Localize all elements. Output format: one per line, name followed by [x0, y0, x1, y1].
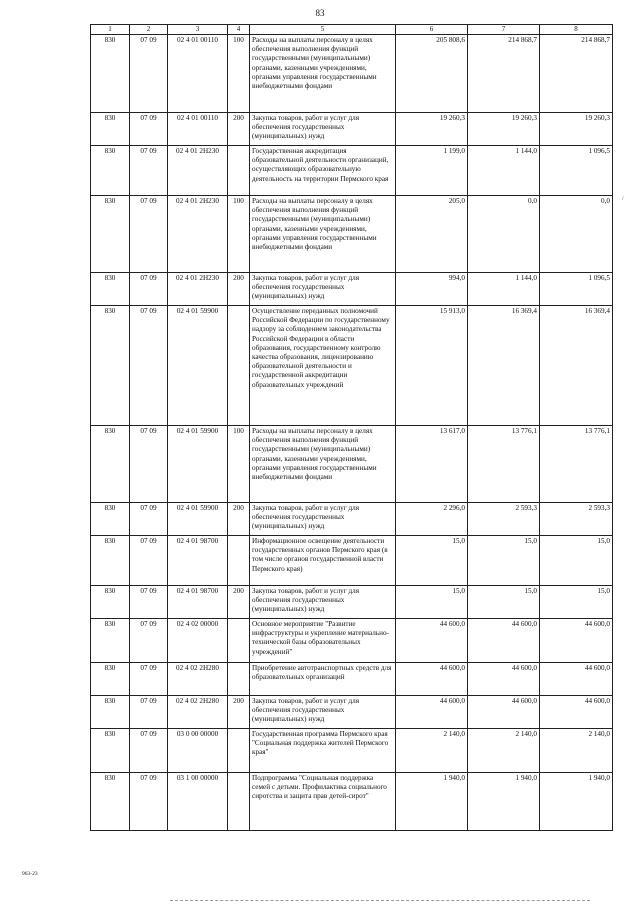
bottom-edge-line — [170, 900, 590, 901]
row-target-article: 02 4 01 2Н230 — [168, 272, 228, 305]
table-row — [91, 145, 613, 195]
column-number-row — [91, 25, 613, 35]
row-section: 07 09 — [130, 502, 168, 535]
table-row — [91, 585, 613, 618]
row-expense-type — [228, 728, 250, 772]
row-amount-year1: 15,0 — [396, 535, 468, 585]
row-amount-year2: 15,0 — [468, 535, 540, 585]
header-col-8: 8 — [540, 25, 613, 35]
row-target-article: 02 4 01 2Н230 — [168, 145, 228, 195]
row-code: 830 — [91, 695, 130, 728]
table-row — [91, 728, 613, 772]
row-description: Закупка товаров, работ и услуг для обеспечения государственных (муниципальных) нужд — [250, 502, 396, 535]
row-amount-year2: 44 600,0 — [468, 695, 540, 728]
row-amount-year1: 205,0 — [396, 195, 468, 272]
row-code: 830 — [91, 34, 130, 112]
row-description: Основное мероприятие "Развитие инфраструктуры и укрепление материально-технической базы образовательных учреждений" — [250, 618, 396, 662]
row-target-article: 02 4 01 2Н230 — [168, 195, 228, 272]
row-section: 07 09 — [130, 272, 168, 305]
row-amount-year3: 19 260,3 — [540, 112, 613, 145]
row-amount-year3: 44 600,0 — [540, 618, 613, 662]
row-target-article: 02 4 01 59900 — [168, 305, 228, 425]
row-section: 07 09 — [130, 305, 168, 425]
row-target-article: 02 4 01 59900 — [168, 425, 228, 502]
row-code: 830 — [91, 425, 130, 502]
row-amount-year1: 1 940,0 — [396, 772, 468, 830]
row-amount-year2: 2 593,3 — [468, 502, 540, 535]
row-amount-year3: 2 593,3 — [540, 502, 613, 535]
row-section: 07 09 — [130, 425, 168, 502]
row-target-article: 02 4 01 98700 — [168, 535, 228, 585]
row-description: Государственная программа Пермского края "Социальная поддержка жителей Пермского края" — [250, 728, 396, 772]
row-code: 830 — [91, 502, 130, 535]
row-description: Закупка товаров, работ и услуг для обеспечения государственных (муниципальных) нужд — [250, 585, 396, 618]
row-description: Закупка товаров, работ и услуг для обеспечения государственных (муниципальных) нужд — [250, 112, 396, 145]
row-target-article: 02 4 01 98700 — [168, 585, 228, 618]
row-expense-type — [228, 772, 250, 830]
row-section: 07 09 — [130, 112, 168, 145]
row-expense-type — [228, 618, 250, 662]
row-amount-year1: 13 617,0 — [396, 425, 468, 502]
row-amount-year3: 16 369,4 — [540, 305, 613, 425]
table-row — [91, 112, 613, 145]
margin-mark: / — [622, 196, 624, 202]
row-amount-year2: 1 144,0 — [468, 272, 540, 305]
row-description: Закупка товаров, работ и услуг для обеспечения государственных (муниципальных) нужд — [250, 695, 396, 728]
row-amount-year2: 15,0 — [468, 585, 540, 618]
row-description: Государственная аккредитация образовательной деятельности организаций, осуществляющих образовательную деятельность на территории Пермского края — [250, 145, 396, 195]
row-amount-year1: 44 600,0 — [396, 618, 468, 662]
row-code: 830 — [91, 535, 130, 585]
row-code: 830 — [91, 195, 130, 272]
row-code: 830 — [91, 728, 130, 772]
row-amount-year1: 2 296,0 — [396, 502, 468, 535]
header-col-4: 4 — [228, 25, 250, 35]
row-amount-year3: 44 600,0 — [540, 695, 613, 728]
row-amount-year2: 0,0 — [468, 195, 540, 272]
row-target-article: 02 4 02 2Н280 — [168, 662, 228, 695]
row-section: 07 09 — [130, 618, 168, 662]
row-section: 07 09 — [130, 195, 168, 272]
table-row — [91, 425, 613, 502]
table-row — [91, 618, 613, 662]
row-amount-year2: 2 140,0 — [468, 728, 540, 772]
header-col-7: 7 — [468, 25, 540, 35]
header-col-1: 1 — [91, 25, 130, 35]
row-description: Приобретение автотранспортных средств для образовательных организаций — [250, 662, 396, 695]
row-description: Подпрограмма "Социальная поддержка семей с детьми. Профилактика социального сиротства и защита прав детей-сирот" — [250, 772, 396, 830]
row-target-article: 02 4 02 00000 — [168, 618, 228, 662]
row-amount-year3: 1 940,0 — [540, 772, 613, 830]
row-section: 07 09 — [130, 728, 168, 772]
row-section: 07 09 — [130, 662, 168, 695]
table-row — [91, 662, 613, 695]
row-amount-year1: 44 600,0 — [396, 662, 468, 695]
row-amount-year2: 44 600,0 — [468, 662, 540, 695]
row-section: 07 09 — [130, 535, 168, 585]
header-col-2: 2 — [130, 25, 168, 35]
row-expense-type — [228, 662, 250, 695]
row-expense-type: 100 — [228, 425, 250, 502]
row-amount-year2: 1 144,0 — [468, 145, 540, 195]
row-target-article: 02 4 02 2Н280 — [168, 695, 228, 728]
row-amount-year3: 2 140,0 — [540, 728, 613, 772]
row-section: 07 09 — [130, 585, 168, 618]
table-row — [91, 535, 613, 585]
row-expense-type: 200 — [228, 585, 250, 618]
row-description: Расходы на выплаты персоналу в целях обеспечения выполнения функций государственными (муниципальными) органами, казенными учреждениями, органами управления государственными внебюджетными фондами — [250, 425, 396, 502]
row-amount-year1: 1 199,0 — [396, 145, 468, 195]
row-expense-type: 200 — [228, 272, 250, 305]
row-code: 830 — [91, 618, 130, 662]
row-section: 07 09 — [130, 145, 168, 195]
budget-table — [90, 24, 613, 831]
footer-code: 963-23 — [22, 871, 38, 877]
row-expense-type — [228, 305, 250, 425]
row-amount-year3: 214 868,7 — [540, 34, 613, 112]
row-amount-year2: 214 868,7 — [468, 34, 540, 112]
row-target-article: 02 4 01 00110 — [168, 34, 228, 112]
row-description: Расходы на выплаты персоналу в целях обеспечения выполнения функций государственными (муниципальными) органами, казенными учреждениями, органами управления государственными внебюджетными фондами — [250, 195, 396, 272]
row-code: 830 — [91, 585, 130, 618]
row-expense-type — [228, 535, 250, 585]
row-section: 07 09 — [130, 772, 168, 830]
row-amount-year2: 1 940,0 — [468, 772, 540, 830]
row-code: 830 — [91, 305, 130, 425]
row-expense-type: 100 — [228, 195, 250, 272]
row-target-article: 02 4 01 00110 — [168, 112, 228, 145]
table-row — [91, 305, 613, 425]
row-target-article: 03 1 00 00000 — [168, 772, 228, 830]
row-amount-year3: 1 096,5 — [540, 145, 613, 195]
row-amount-year1: 44 600,0 — [396, 695, 468, 728]
row-amount-year1: 19 260,3 — [396, 112, 468, 145]
row-amount-year3: 44 600,0 — [540, 662, 613, 695]
header-col-6: 6 — [396, 25, 468, 35]
row-amount-year2: 16 369,4 — [468, 305, 540, 425]
row-amount-year3: 1 096,5 — [540, 272, 613, 305]
row-amount-year2: 44 600,0 — [468, 618, 540, 662]
table-row — [91, 772, 613, 830]
row-description: Закупка товаров, работ и услуг для обеспечения государственных (муниципальных) нужд — [250, 272, 396, 305]
row-amount-year3: 15,0 — [540, 585, 613, 618]
row-amount-year1: 15,0 — [396, 585, 468, 618]
row-section: 07 09 — [130, 695, 168, 728]
row-amount-year3: 15,0 — [540, 535, 613, 585]
row-amount-year1: 15 913,0 — [396, 305, 468, 425]
row-amount-year2: 19 260,3 — [468, 112, 540, 145]
row-code: 830 — [91, 772, 130, 830]
row-section: 07 09 — [130, 34, 168, 112]
row-expense-type — [228, 145, 250, 195]
row-amount-year1: 2 140,0 — [396, 728, 468, 772]
row-code: 830 — [91, 145, 130, 195]
row-amount-year3: 0,0 — [540, 195, 613, 272]
row-expense-type: 200 — [228, 502, 250, 535]
row-expense-type: 100 — [228, 34, 250, 112]
header-col-3: 3 — [168, 25, 228, 35]
row-expense-type: 200 — [228, 695, 250, 728]
header-col-5: 5 — [250, 25, 396, 35]
row-amount-year1: 205 808,6 — [396, 34, 468, 112]
table-row — [91, 34, 613, 112]
row-description: Осуществление переданных полномочий Российской Федерации по государственному надзору за соблюдением законодательства Российской Федерации в области образования, государственному контролю качества образования, лицензированию образовательной деятельности и государственной аккредитации образовательных учреждений — [250, 305, 396, 425]
row-amount-year1: 994,0 — [396, 272, 468, 305]
row-amount-year2: 13 776,1 — [468, 425, 540, 502]
row-code: 830 — [91, 662, 130, 695]
row-code: 830 — [91, 112, 130, 145]
row-target-article: 03 0 00 00000 — [168, 728, 228, 772]
row-description: Расходы на выплаты персоналу в целях обеспечения выполнения функций государственными (муниципальными) органами, казенными учреждениями, органами управления государственными внебюджетными фондами — [250, 34, 396, 112]
table-row — [91, 695, 613, 728]
table-row — [91, 195, 613, 272]
page-number: 83 — [315, 8, 325, 18]
row-amount-year3: 13 776,1 — [540, 425, 613, 502]
table-row — [91, 272, 613, 305]
table-body — [91, 34, 613, 830]
table-row — [91, 502, 613, 535]
row-code: 830 — [91, 272, 130, 305]
row-description: Информационное освещение деятельности государственных органов Пермского края (в том числе органов государственной власти Пермского края) — [250, 535, 396, 585]
row-expense-type: 200 — [228, 112, 250, 145]
row-target-article: 02 4 01 59900 — [168, 502, 228, 535]
